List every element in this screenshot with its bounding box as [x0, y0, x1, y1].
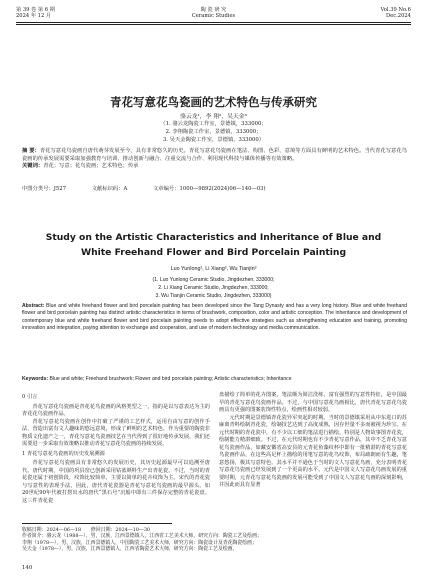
clc-number: 中图分类号：J527	[22, 186, 67, 192]
footnote-author: 李翔（1978—），男，汉族，江西景德镇人，中国陶瓷工艺美术大师，研究方向：陶瓷设计及青花陶瓷绘画；	[22, 539, 257, 546]
affiliation-en: 2. Li Xiang Ceramic Studio, Jingdezhen, 333000;	[158, 285, 269, 291]
body-column-left	[22, 392, 210, 505]
journal-name-en: Ceramic Studies	[191, 13, 236, 20]
affiliation-cn: 2. 李翔陶瓷工作室，景德镇，333000；	[165, 129, 262, 135]
affiliation-cn: 3. 吴天金陶瓷工作室，景德镇，333000）	[162, 137, 265, 143]
page-number: 140	[22, 565, 33, 571]
footnote	[22, 523, 407, 553]
affiliation-cn: （1. 骆云龙陶瓷工作室，景德镇，333000；	[160, 121, 267, 127]
article-metadata	[22, 186, 407, 193]
header-date: 2024 年 12 月	[16, 13, 52, 20]
authors-cn: 骆云龙¹，李 翔²，吴天金³	[180, 114, 247, 120]
affiliation-en: (1. Luo Yunlong Ceramic Studio, Jingdezhen, 333000;	[152, 277, 275, 283]
section-heading: 1 青花写意花鸟瓷画的历史发展溯源	[22, 450, 105, 457]
footnote-rule	[22, 523, 172, 524]
header-date-en: Dec.2024	[386, 13, 411, 20]
header-volume-issue: 第 39 卷 第 6 期	[16, 7, 55, 13]
keywords-label-en: Keywords:	[22, 376, 49, 382]
header-journal	[16, 7, 411, 20]
keywords-label-cn: 关键词：	[22, 163, 44, 170]
body-paragraph: 盘描绘了简单的花卉图案，笔法颇为简洁洗练，富有强烈的写意性特征，是中国最早的青花写意花鸟瓷画作品。不过，与中国写意花鸟画相比，唐代青花写意花鸟瓷画具有更强的图案装饰性特点，绘画性相对较弱。	[219, 392, 407, 413]
authors-en: Luo Yunlong¹, Li Xiang², Wu Tianjin³	[170, 266, 257, 272]
abstract-text-en: Blue and white freehand flower and bird porcelain painting has been developed since the Tang Dynasty and has a very long history. Blue and white freehand flower and bird porcelain painting has distinct artistic characteristics in terms of brushwork, composition, color and artistic conception. The inheritance and development of contemporary blue and white freehand flower and bird porcelain painting needs to adopt effective strategies such as strengthening education and training, promoting innovation and integration, paying attention to exchange and cooperation, and use of modern technology and media communication.	[22, 303, 408, 332]
abstract-cn	[22, 148, 407, 171]
header-rule-thin	[16, 24, 411, 25]
article-number: 文章编号：1000—9892(2024)06—140—03)	[153, 186, 266, 192]
abstract-label-en: Abstract:	[22, 303, 45, 309]
footnote-author: 吴天金（1978—），男，汉族，江西景德镇人，江西省陶瓷艺术大师，研究方向：陶瓷工艺及绘画。	[22, 546, 238, 553]
abstract-text-cn: 青花写意花鸟瓷画自唐代萌芽发展至今，具有非常悠久的历史。青花写意花鸟瓷画在笔法、构图、色彩、意境等方面具有鲜明的艺术特色。当代青花写意花鸟瓷画的传承发展需要采取加强教育与培训、推动创新与融合、注重交流与合作、利用现代科技与媒体传播等有效策略。	[22, 148, 407, 162]
body-column-right	[219, 392, 407, 490]
body-paragraph: 青花写意花鸟瓷画具有非常悠久的发展历史，其历史起源最早可以追溯至唐代。唐代时期，中国的巩县窑已创新采用钴蓝颜料生产出青花瓷。不过，当时的青花瓷还属于初创阶段，纹饰比较简单，主要以简单的花卉纹饰为主。宋代的青花瓷与写意性的表现手法，因此，唐代青花瓷器是青花写意花鸟瓷画的最早源头。如20世纪90年代被打捞出水的唐代“黑石号”沉船中即有三件保存完整的青花瓷盘。这三件青花瓷	[22, 460, 210, 504]
article-title-cn: 青花写意花鸟瓷画的艺术特色与传承研究	[110, 95, 317, 109]
keywords-cn: 青花；写意；花鸟瓷画；艺术特色；传承	[43, 163, 139, 170]
body-paragraph: 青花写意花鸟瓷画是青花花鸟瓷画的风格类型之一，指的是以写意表达为主的青花花鸟瓷画作品。	[22, 403, 210, 417]
affiliations-en	[0, 276, 427, 300]
header-volume-en	[381, 7, 411, 20]
body-paragraph: 元代时期是景德镇青花瓷异军突起的时期。当时的景德镇采用从中东进口的苏麻离青料绘制青花瓷，绘制技艺达到了高度成熟，因存世量不多而被视为珍宝。在元代时期的青花瓷中，有不少以工细的笔法进行描绘，特别是人物故事图青花瓷，绘制能力精湛细致。不过，在元代时期也有不少青花写意作品，其中不乏青花写意花鸟瓷画作品，如藏安徽省高安县的元青花鱼藻纹杯中即有一批精湛的青花写意花鸟瓷画作品，在这些高足杯上描绘的用笔写意的花鸟纹饰，布局疏朗而有生趣，笔意悠扬，极其写意特色。其水平并不逊色于当时的文人写意花鸟画，充分表明青花写意花鸟瓷画已经发展到了一个更高的水平。元代是中国文人写意花鸟画发展的重要时期，元青花写意花鸟瓷画的发展可能受到了中国文人写意花鸟画的深刻影响，并因此而具有显著	[219, 414, 407, 488]
affiliations-cn	[0, 120, 427, 144]
abstract-en	[22, 303, 407, 333]
journal-name-cn: 陶 瓷 研 究	[200, 7, 227, 13]
body-paragraph: 青花写意花鸟瓷画在创作中打破了严谨的工艺样式，运用自由写意的创作手法，营造出富有文人趣味的悠远意境，形成了鲜明的艺术特色，作为重要的陶瓷非物质文化遗产之一，青花写意花鸟瓷画技艺在当代得到了很好地传承发展。我们还需要进一步采取有效策略以推动青花写意花鸟瓷画的持续发展。	[22, 418, 210, 447]
article-title-en: Study on the Artistic Characteristics and Inheritance of Blue and White Freehand Flower and Bird Porcelain Painting	[45, 232, 382, 258]
header-vol-en: Vol.39 No.6	[380, 7, 411, 13]
abstract-label-cn: 摘 要：	[22, 148, 40, 154]
affiliation-en: 3. Wu Tianjin Ceramic Studio, Jingdezhen, 333000)	[155, 293, 272, 299]
document-code: 文献标识码：A	[91, 186, 128, 192]
header-rule-thick	[16, 22, 411, 23]
footnote-dates: 收稿日期：2024—06—18 修回日期：2024—10—30	[22, 527, 151, 533]
section-heading: 0 引言	[22, 394, 38, 400]
keywords-en-block	[22, 376, 407, 383]
keywords-en: Blue and white; Freehand brushwork; Flower and bird porcelain painting; Artistic characteristics; Inheritance	[49, 376, 292, 382]
footnote-author: 作者简介：骆云龙（1988—），男，汉族，江西景德镇人，江西省工艺美术大师，研究方向：陶瓷工艺及绘画；	[22, 533, 262, 540]
